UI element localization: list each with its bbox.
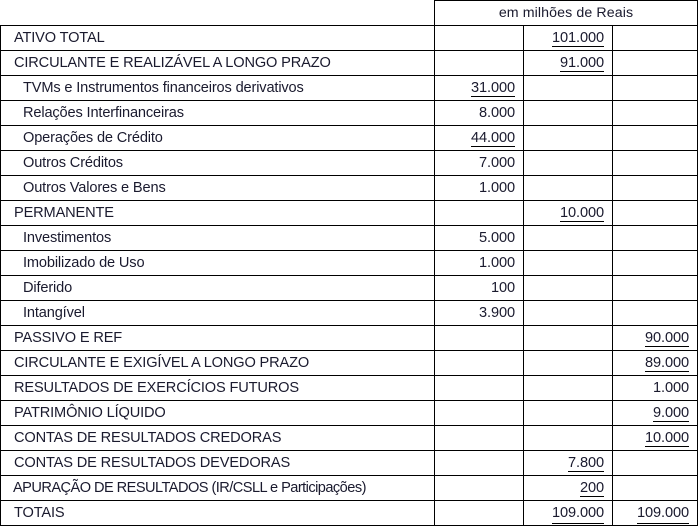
account-label: PASSIVO E REF	[1, 326, 435, 351]
account-label: Outros Valores e Bens	[1, 176, 435, 201]
amount-cell-c2	[524, 151, 613, 176]
amount-cell-c1	[435, 226, 524, 251]
amount-cell-c2	[524, 51, 613, 76]
table-row	[1, 101, 698, 126]
amount-cell-c3	[613, 276, 698, 301]
value-text: 5.000	[478, 230, 515, 246]
account-label: Relações Interfinanceiras	[1, 101, 435, 126]
amount-cell-c2	[524, 251, 613, 276]
table-row	[1, 126, 698, 151]
amount-cell-c2	[524, 201, 613, 226]
amount-cell-c2	[524, 376, 613, 401]
amount-cell-c3	[613, 326, 698, 351]
account-label: ATIVO TOTAL	[1, 26, 435, 51]
value-text: 1.000	[652, 380, 689, 396]
value-text: 109.000	[637, 505, 689, 524]
amount-cell-c2	[524, 101, 613, 126]
table-row	[1, 351, 698, 376]
amount-cell-c1	[435, 501, 524, 526]
amount-cell-c3	[613, 126, 698, 151]
amount-cell-c1	[435, 326, 524, 351]
amount-cell-c2	[524, 26, 613, 51]
value-text: 91.000	[559, 55, 604, 71]
account-label: APURAÇÃO DE RESULTADOS (IR/CSLL e Participações)	[1, 476, 435, 501]
amount-cell-c2	[524, 226, 613, 251]
table-row	[1, 251, 698, 276]
table-row	[1, 426, 698, 451]
value-text: 89.000	[644, 355, 689, 371]
account-label: Intangível	[1, 301, 435, 326]
amount-cell-c3	[613, 76, 698, 101]
value-text: 10.000	[559, 205, 604, 221]
table-row	[1, 226, 698, 251]
amount-cell-c1	[435, 76, 524, 101]
amount-cell-c1	[435, 176, 524, 201]
amount-cell-c1	[435, 451, 524, 476]
amount-cell-c3	[613, 301, 698, 326]
account-label: RESULTADOS DE EXERCÍCIOS FUTUROS	[1, 376, 435, 401]
amount-cell-c3	[613, 151, 698, 176]
amount-cell-c1	[435, 201, 524, 226]
amount-cell-c3	[613, 351, 698, 376]
table-row	[1, 151, 698, 176]
amount-cell-c2	[524, 126, 613, 151]
amount-cell-c1	[435, 301, 524, 326]
value-text: 3.900	[478, 305, 515, 321]
amount-cell-c3	[613, 501, 698, 526]
amount-cell-c1	[435, 151, 524, 176]
amount-cell-c1	[435, 251, 524, 276]
amount-cell-c1	[435, 426, 524, 451]
amount-cell-c3	[613, 451, 698, 476]
table-row	[1, 201, 698, 226]
value-text: 90.000	[644, 330, 689, 346]
amount-cell-c1	[435, 101, 524, 126]
amount-cell-c3	[613, 476, 698, 501]
account-label: Imobilizado de Uso	[1, 251, 435, 276]
table-row	[1, 51, 698, 76]
table-body	[1, 26, 698, 526]
amount-cell-c3	[613, 201, 698, 226]
account-label: Outros Créditos	[1, 151, 435, 176]
table-row	[1, 26, 698, 51]
amount-cell-c2	[524, 401, 613, 426]
amount-cell-c1	[435, 276, 524, 301]
amount-cell-c2	[524, 276, 613, 301]
amount-cell-c3	[613, 251, 698, 276]
value-text: 100	[490, 280, 515, 296]
amount-cell-c3	[613, 51, 698, 76]
account-label: Operações de Crédito	[1, 126, 435, 151]
amount-cell-c3	[613, 26, 698, 51]
account-label: TOTAIS	[1, 501, 435, 526]
value-text: 1.000	[478, 180, 515, 196]
value-text: 1.000	[478, 255, 515, 271]
account-label: PATRIMÔNIO LÍQUIDO	[1, 401, 435, 426]
amount-cell-c3	[613, 376, 698, 401]
table-row	[1, 401, 698, 426]
account-label: CIRCULANTE E REALIZÁVEL A LONGO PRAZO	[1, 51, 435, 76]
amount-cell-c2	[524, 76, 613, 101]
amount-cell-c1	[435, 126, 524, 151]
table-row	[1, 326, 698, 351]
amount-cell-c2	[524, 451, 613, 476]
value-text: 10.000	[644, 430, 689, 446]
header-row	[1, 1, 698, 26]
amount-cell-c3	[613, 101, 698, 126]
amount-cell-c3	[613, 426, 698, 451]
value-text: 101.000	[551, 30, 604, 46]
amount-cell-c2	[524, 351, 613, 376]
amount-cell-c1	[435, 51, 524, 76]
value-text: 8.000	[478, 105, 515, 121]
value-text: 7.800	[567, 455, 604, 471]
amount-cell-c2	[524, 426, 613, 451]
amount-cell-c3	[613, 226, 698, 251]
table-row	[1, 451, 698, 476]
amount-cell-c2	[524, 176, 613, 201]
units-header: em milhões de Reais	[435, 1, 698, 26]
table-header	[1, 1, 698, 26]
account-label: TVMs e Instrumentos financeiros derivativos	[1, 76, 435, 101]
account-label: CONTAS DE RESULTADOS CREDORAS	[1, 426, 435, 451]
value-text: 7.000	[478, 155, 515, 171]
amount-cell-c2	[524, 476, 613, 501]
account-label: Diferido	[1, 276, 435, 301]
table-row	[1, 376, 698, 401]
table-row	[1, 276, 698, 301]
table-row	[1, 301, 698, 326]
amount-cell-c2	[524, 326, 613, 351]
value-text: 200	[579, 480, 604, 496]
amount-cell-c1	[435, 476, 524, 501]
account-label: Investimentos	[1, 226, 435, 251]
value-text: 31.000	[470, 80, 515, 96]
amount-cell-c3	[613, 401, 698, 426]
header-blank-cell	[1, 1, 435, 26]
account-label: CIRCULANTE E EXIGÍVEL A LONGO PRAZO	[1, 351, 435, 376]
amount-cell-c1	[435, 376, 524, 401]
value-text: 44.000	[470, 130, 515, 146]
amount-cell-c2	[524, 501, 613, 526]
table-row	[1, 176, 698, 201]
value-text: 109.000	[552, 505, 604, 524]
table-row	[1, 476, 698, 501]
amount-cell-c1	[435, 26, 524, 51]
table-row	[1, 501, 698, 526]
amount-cell-c3	[613, 176, 698, 201]
amount-cell-c2	[524, 301, 613, 326]
account-label: CONTAS DE RESULTADOS DEVEDORAS	[1, 451, 435, 476]
table-row	[1, 76, 698, 101]
amount-cell-c1	[435, 401, 524, 426]
amount-cell-c1	[435, 351, 524, 376]
value-text: 9.000	[652, 405, 689, 421]
account-label: PERMANENTE	[1, 201, 435, 226]
